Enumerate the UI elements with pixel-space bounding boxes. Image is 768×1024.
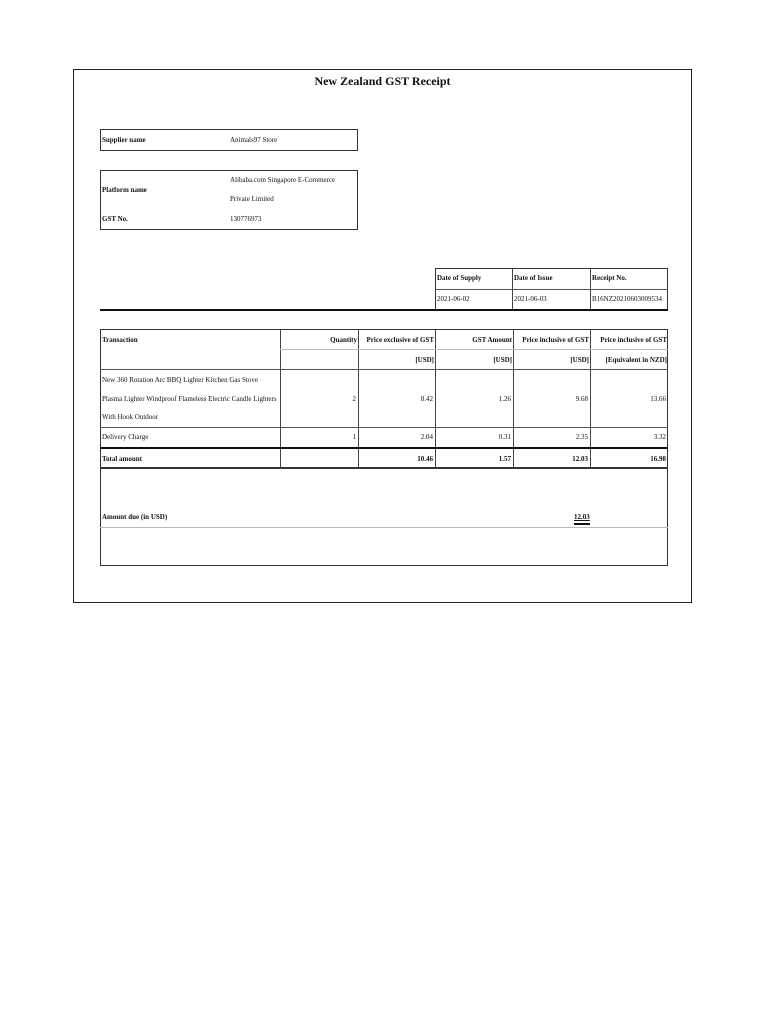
gst-value: 130776973 bbox=[230, 215, 262, 223]
header-price-incl: Price inclusive of GST bbox=[522, 336, 589, 344]
row-1-price-nzd: 13.66 bbox=[650, 395, 666, 403]
total-label: Total amount bbox=[102, 455, 143, 463]
row-1-desc-line2: Plasma Lighter Windproof Flameless Electric Candle Lighters bbox=[102, 395, 277, 403]
row-1-quantity: 2 bbox=[352, 395, 356, 403]
header-price-incl-nzd-unit: [Equivalent in NZD] bbox=[605, 356, 667, 364]
date-of-supply-header: Date of Supply bbox=[437, 274, 482, 282]
page-title: New Zealand GST Receipt bbox=[314, 74, 451, 88]
header-gst-amount: GST Amount bbox=[472, 336, 512, 344]
total-gst: 1.57 bbox=[498, 455, 511, 463]
date-of-issue-header: Date of Issue bbox=[514, 274, 553, 282]
row-1-price-excl: 8.42 bbox=[420, 395, 433, 403]
header-quantity: Quantity bbox=[330, 336, 357, 344]
supplier-label: Supplier name bbox=[102, 136, 146, 144]
date-of-issue-value: 2021-06-03 bbox=[514, 295, 547, 303]
amount-due-double-underline bbox=[574, 523, 590, 525]
row-2-gst: 0.31 bbox=[498, 433, 511, 441]
separator-line bbox=[100, 309, 668, 311]
header-transaction: Transaction bbox=[102, 336, 138, 344]
platform-value-line2: Private Limited bbox=[230, 195, 274, 203]
row-1-desc-line3: With Hook Outdoor bbox=[102, 413, 159, 421]
header-gst-unit: [USD] bbox=[493, 356, 512, 364]
row-2-quantity: 1 bbox=[352, 433, 356, 441]
gst-label: GST No. bbox=[102, 215, 128, 223]
row-2-price-incl: 2.35 bbox=[575, 433, 588, 441]
row-1-gst: 1.26 bbox=[498, 395, 511, 403]
row-1-price-incl: 9.68 bbox=[575, 395, 588, 403]
row-2-desc: Delivery Charge bbox=[102, 433, 149, 441]
amount-due-label: Amount due (in USD) bbox=[102, 513, 168, 521]
header-price-excl-unit: [USD] bbox=[415, 356, 434, 364]
total-price-incl: 12.03 bbox=[572, 455, 588, 463]
row-2-price-excl: 2.04 bbox=[420, 433, 433, 441]
supplier-value: Animals97 Store bbox=[230, 136, 278, 144]
header-price-excl: Price exclusive of GST bbox=[366, 336, 434, 344]
row-2-price-nzd: 3.32 bbox=[653, 433, 666, 441]
receipt-no-value: B16NZ20210603009534 bbox=[592, 295, 662, 303]
platform-label: Platform name bbox=[102, 186, 147, 194]
total-price-nzd: 16.98 bbox=[650, 455, 666, 463]
amount-due-value: 12.03 bbox=[574, 513, 590, 521]
row-1-desc-line1: New 360 Rotation Arc BBQ Lighter Kitchen Gas Stove bbox=[102, 376, 258, 384]
date-of-supply-value: 2021-06-02 bbox=[437, 295, 470, 303]
header-price-incl-unit: [USD] bbox=[570, 356, 589, 364]
header-price-incl-nzd: Price inclusive of GST bbox=[600, 336, 667, 344]
total-price-excl: 10.46 bbox=[417, 455, 433, 463]
receipt-no-header: Receipt No. bbox=[592, 274, 627, 282]
platform-value-line1: Alibaba.com Singapore E-Commerce bbox=[230, 176, 336, 184]
